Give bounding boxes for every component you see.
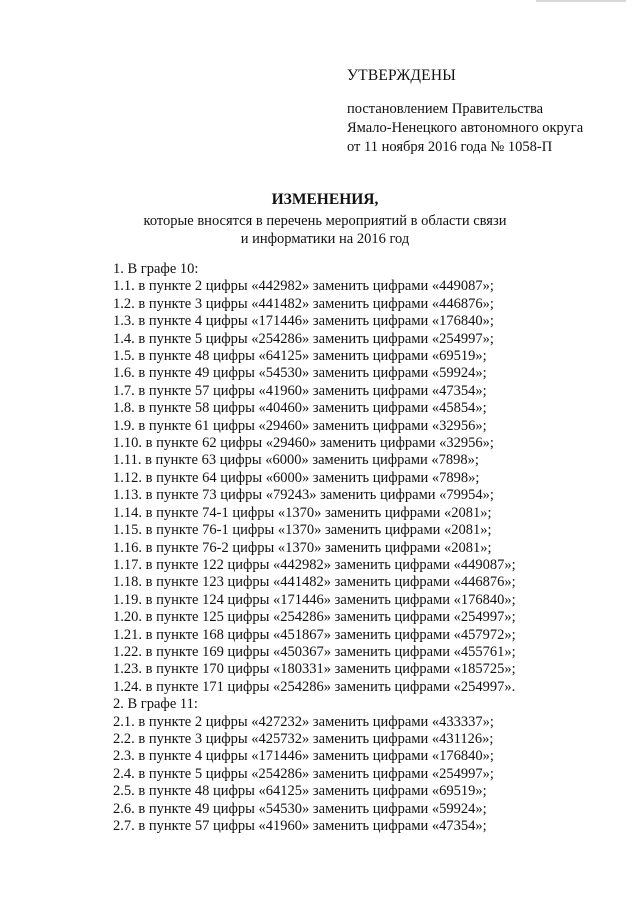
list-item: 1.24. в пункте 171 цифры «254286» заменить цифрами «254997». [113, 678, 516, 695]
list-item: 2.4. в пункте 5 цифры «254286» заменить цифрами «254997»; [113, 765, 494, 782]
list-item: 1.8. в пункте 58 цифры «40460» заменить цифрами «45854»; [113, 400, 487, 417]
list-item: 1.19. в пункте 124 цифры «171446» заменить цифрами «176840»; [113, 591, 516, 608]
list-item: 1.4. в пункте 5 цифры «254286» заменить цифрами «254997»; [113, 330, 494, 347]
document-subtitle-line-1: которые вносятся в перечень мероприятий в области связи [143, 213, 507, 229]
list-item: 2.3. в пункте 4 цифры «171446» заменить цифрами «176840»; [113, 748, 494, 765]
list-item: 1.22. в пункте 169 цифры «450367» заменить цифрами «455761»; [113, 643, 516, 660]
list-item: 1. В графе 10: [113, 261, 199, 277]
list-item: 1.5. в пункте 48 цифры «64125» заменить цифрами «69519»; [113, 348, 487, 365]
approval-title: УТВЕРЖДЕНЫ [347, 67, 456, 84]
list-item: 2.2. в пункте 3 цифры «425732» заменить цифрами «431126»; [113, 730, 494, 747]
list-item: 2.7. в пункте 57 цифры «41960» заменить цифрами «47354»; [113, 818, 487, 834]
approval-block [347, 66, 627, 157]
list-item: 1.20. в пункте 125 цифры «254286» заменить цифрами «254997»; [113, 609, 516, 626]
list-item: 1.21. в пункте 168 цифры «451867» заменить цифрами «457972»; [113, 626, 516, 643]
list-item: 2. В графе 11: [113, 696, 198, 713]
list-item: 1.6. в пункте 49 цифры «54530» заменить цифрами «59924»; [113, 365, 487, 382]
list-item: 1.15. в пункте 76-1 цифры «1370» заменить цифрами «2081»; [113, 522, 492, 539]
list-item: 1.23. в пункте 170 цифры «180331» заменить цифрами «185725»; [113, 661, 516, 678]
list-item: 1.10. в пункте 62 цифры «29460» заменить цифрами «32956»; [113, 435, 494, 452]
list-item: 2.5. в пункте 48 цифры «64125» заменить цифрами «69519»; [113, 783, 487, 800]
approval-line-3: от 11 ноября 2016 года № 1058-П [347, 139, 553, 155]
amendments-list [113, 261, 583, 835]
list-item: 1.1. в пункте 2 цифры «442982» заменить цифрами «449087»; [113, 278, 494, 295]
list-item: 1.11. в пункте 63 цифры «6000» заменить цифрами «7898»; [113, 452, 479, 469]
list-item: 1.18. в пункте 123 цифры «441482» заменить цифрами «446876»; [113, 574, 516, 591]
list-item: 1.14. в пункте 74-1 цифры «1370» заменить цифрами «2081»; [113, 504, 492, 521]
document-subtitle-line-2: и информатики на 2016 год [240, 231, 410, 247]
list-item: 2.6. в пункте 49 цифры «54530» заменить цифрами «59924»; [113, 800, 487, 817]
list-item: 1.2. в пункте 3 цифры «441482» заменить цифрами «446876»; [113, 295, 494, 312]
document-title: ИЗМЕНЕНИЯ, [271, 191, 379, 208]
list-item: 1.16. в пункте 76-2 цифры «1370» заменить цифрами «2081»; [113, 539, 492, 556]
list-item: 1.13. в пункте 73 цифры «79243» заменить цифрами «79954»; [113, 487, 494, 504]
document-heading [120, 190, 530, 248]
list-item: 1.12. в пункте 64 цифры «6000» заменить цифрами «7898»; [113, 469, 480, 486]
approval-line-2: Ямало-Ненецкого автономного округа [347, 120, 584, 136]
list-item: 1.3. в пункте 4 цифры «171446» заменить цифрами «176840»; [113, 313, 494, 330]
list-item: 2.1. в пункте 2 цифры «427232» заменить цифрами «433337»; [113, 713, 494, 730]
list-item: 1.17. в пункте 122 цифры «442982» заменить цифрами «449087»; [113, 556, 516, 573]
approval-line-1: постановлением Правительства [347, 101, 544, 117]
scan-edge-mark [536, 0, 626, 2]
list-item: 1.9. в пункте 61 цифры «29460» заменить цифрами «32956»; [113, 417, 487, 434]
list-item: 1.7. в пункте 57 цифры «41960» заменить цифрами «47354»; [113, 382, 487, 399]
